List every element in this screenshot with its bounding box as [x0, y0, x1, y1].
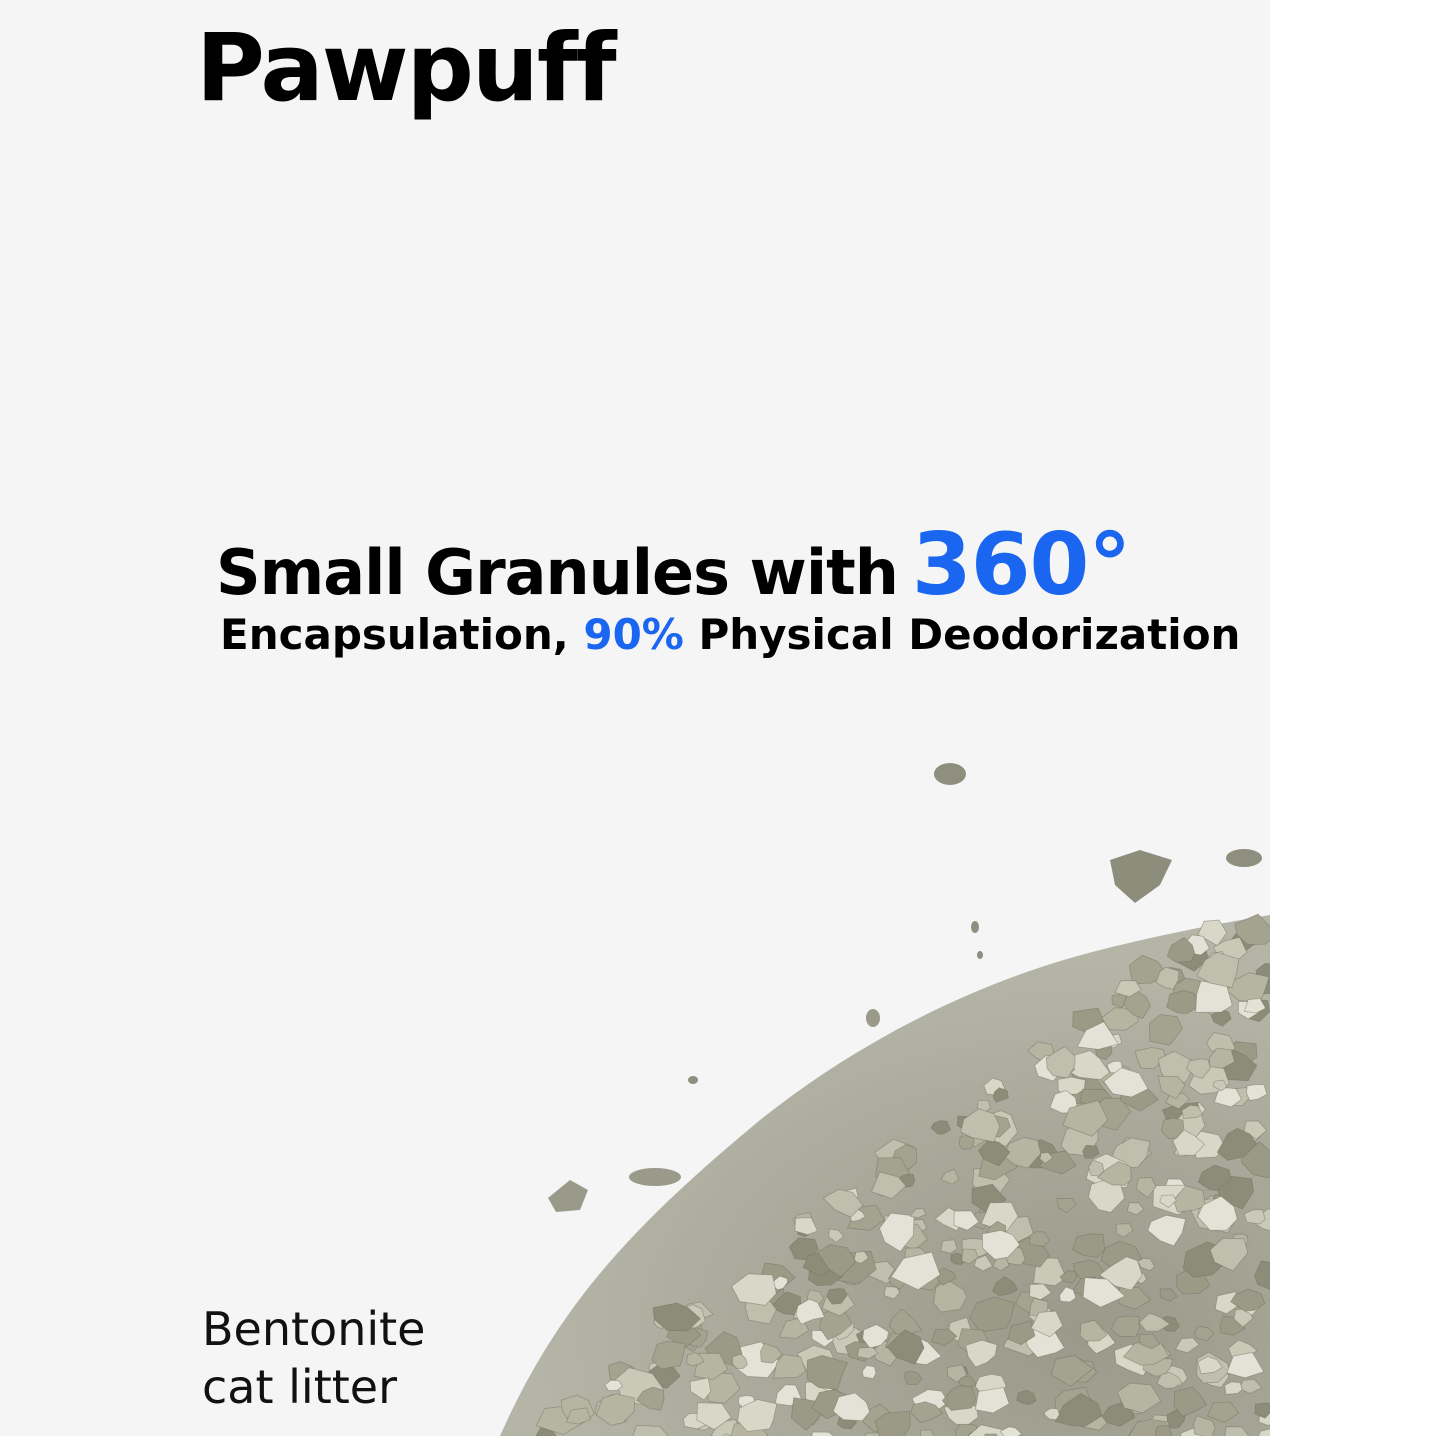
subheadline-part2: Physical Deodorization	[698, 610, 1241, 659]
caption-line-2: cat litter	[202, 1360, 397, 1414]
headline	[216, 515, 1131, 615]
caption-line-1: Bentonite	[202, 1302, 426, 1356]
brand-logo: Pawpuff	[196, 14, 615, 123]
right-margin	[1270, 0, 1445, 1436]
subheadline-accent-90: 90%	[583, 610, 684, 659]
product-caption	[202, 1300, 425, 1416]
subheadline	[220, 610, 1241, 659]
subheadline-part1: Encapsulation,	[220, 610, 569, 659]
headline-accent-360: 360°	[911, 515, 1131, 615]
headline-text: Small Granules with	[216, 536, 898, 609]
